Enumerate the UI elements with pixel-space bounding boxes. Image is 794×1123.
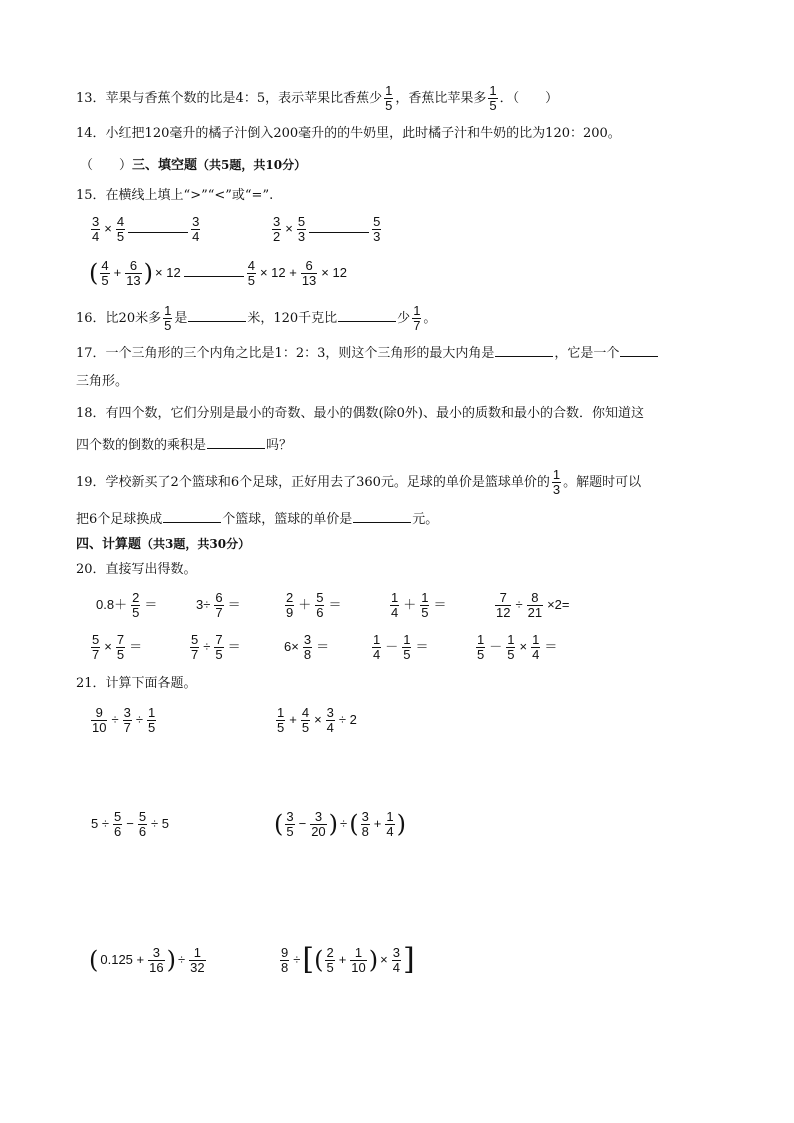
section-4-heading bbox=[76, 534, 250, 555]
answer-blank[interactable] bbox=[309, 218, 369, 233]
q14-answer-paren[interactable]: （ ） bbox=[80, 158, 133, 173]
q13-text-a: 13．苹果与香蕉个数的比是4：5，表示苹果比香蕉少 bbox=[76, 91, 383, 106]
q20-e5: $\frac{7}{12}$ ÷ $\frac{8}{21}$ ×2= bbox=[496, 589, 570, 620]
question-19-cont: 把6个足球换成 个篮球，篮球的单价是 元。 bbox=[76, 508, 438, 530]
question-13 bbox=[76, 84, 558, 113]
q20-e1: 0.8＋ $\frac{2}{5}$ ＝ bbox=[96, 589, 158, 620]
answer-blank[interactable] bbox=[353, 508, 411, 523]
q15-expr-3: ( $\frac{4}{5}$ + $\frac{6}{13}$ ) × 12 $\frac{4}{5}$ × 12 + $\frac{6}{13}$ × 12 bbox=[89, 257, 347, 288]
q13-text-b: ，香蕉比苹果多 bbox=[395, 91, 487, 106]
question-20: 20．直接写出得数。 bbox=[76, 562, 197, 577]
q13-answer-paren[interactable]: ．（ ） bbox=[499, 91, 559, 106]
answer-blank[interactable] bbox=[184, 262, 244, 277]
answer-blank[interactable] bbox=[620, 342, 658, 357]
q20-e4: $\frac{1}{4}$ ＋ $\frac{1}{5}$ ＝ bbox=[391, 589, 447, 620]
q21-problem-3: 5 ÷ $\frac{5}{6}$ − $\frac{5}{6}$ ÷ 5 bbox=[91, 808, 170, 839]
question-18: 18．有四个数，它们分别是最小的奇数、最小的偶数(除0外)、最小的质数和最小的合数．你知道这 bbox=[76, 406, 644, 421]
section-3-title: 三、填空题 bbox=[132, 158, 198, 173]
answer-blank[interactable] bbox=[188, 307, 246, 322]
question-21: 21．计算下面各题。 bbox=[76, 676, 197, 691]
question-17-cont: 三角形。 bbox=[76, 374, 129, 389]
q20-e10: $\frac{1}{5}$ － $\frac{1}{5}$ × $\frac{1}{4}$ ＝ bbox=[477, 631, 558, 662]
q21-problem-2: $\frac{1}{5}$ + $\frac{4}{5}$ × $\frac{3}{4}$ ÷ 2 bbox=[277, 704, 357, 735]
question-18-cont: 四个数的倒数的乘积是 吗？ bbox=[76, 434, 292, 456]
q15-expr-2: $\frac{3}{2}$ × $\frac{5}{3}$ $\frac{5}{3}$ bbox=[273, 213, 381, 244]
section-4-title: 四、计算题 bbox=[76, 537, 142, 552]
section-4-subtitle: （共3题，共30分） bbox=[141, 537, 251, 551]
q21-problem-5: ( 0.125 + $\frac{3}{16}$ ) ÷ $\frac{1}{32}$ bbox=[89, 944, 205, 975]
answer-blank[interactable] bbox=[207, 434, 265, 449]
question-15: 15．在横线上填上“>”“<”或“=”. bbox=[76, 188, 274, 203]
q15-expr-1: $\frac{3}{4}$ × $\frac{4}{5}$ $\frac{3}{4}$ bbox=[92, 213, 200, 244]
section-3-heading bbox=[80, 155, 306, 176]
q20-e3: $\frac{2}{9}$ ＋ $\frac{5}{6}$ ＝ bbox=[286, 589, 342, 620]
question-17: 17．一个三角形的三个内角之比是1：2：3，则这个三角形的最大内角是 ，它是一个 bbox=[76, 342, 659, 364]
q20-e7: $\frac{5}{7}$ ÷ $\frac{7}{5}$ ＝ bbox=[191, 631, 241, 662]
q21-problem-1: $\frac{9}{10}$ ÷ $\frac{3}{7}$ ÷ $\frac{1}{5}$ bbox=[92, 704, 156, 735]
q20-e6: $\frac{5}{7}$ × $\frac{7}{5}$ ＝ bbox=[92, 631, 143, 662]
q20-e8: 6× $\frac{3}{8}$ ＝ bbox=[284, 631, 330, 662]
answer-blank[interactable] bbox=[495, 342, 553, 357]
fraction: $\frac{1}{5}$ bbox=[489, 83, 497, 113]
question-14: 14．小红把120毫升的橘子汁倒入200毫升的的牛奶里，此时橘子汁和牛奶的比为120：200。 bbox=[76, 126, 621, 141]
question-19: 19．学校新买了2个篮球和6个足球，正好用去了360元。足球的单价是篮球单价的 $\frac{1}{3}$ 。解题时可以 bbox=[76, 467, 642, 497]
q21-problem-4: ( $\frac{3}{5}$ − $\frac{3}{20}$ ) ÷( $\frac{3}{8}$ + $\frac{1}{4}$ ) bbox=[274, 808, 406, 839]
q21-problem-6: $\frac{9}{8}$ ÷[( $\frac{2}{5}$ + $\frac{1}{10}$ ) × $\frac{3}{4}$ ] bbox=[281, 942, 415, 977]
answer-blank[interactable] bbox=[163, 508, 221, 523]
fraction: $\frac{1}{5}$ bbox=[385, 83, 393, 113]
section-3-subtitle: （共5题，共10分） bbox=[197, 158, 307, 172]
question-16: 16．比20米多 $\frac{1}{5}$ 是 米，120千克比 少 $\frac{1}{7}$ 。 bbox=[76, 303, 437, 333]
answer-blank[interactable] bbox=[128, 218, 188, 233]
answer-blank[interactable] bbox=[338, 307, 396, 322]
q20-e2: 3÷ $\frac{6}{7}$ ＝ bbox=[196, 589, 241, 620]
q20-e9: $\frac{1}{4}$ － $\frac{1}{5}$ ＝ bbox=[373, 631, 429, 662]
